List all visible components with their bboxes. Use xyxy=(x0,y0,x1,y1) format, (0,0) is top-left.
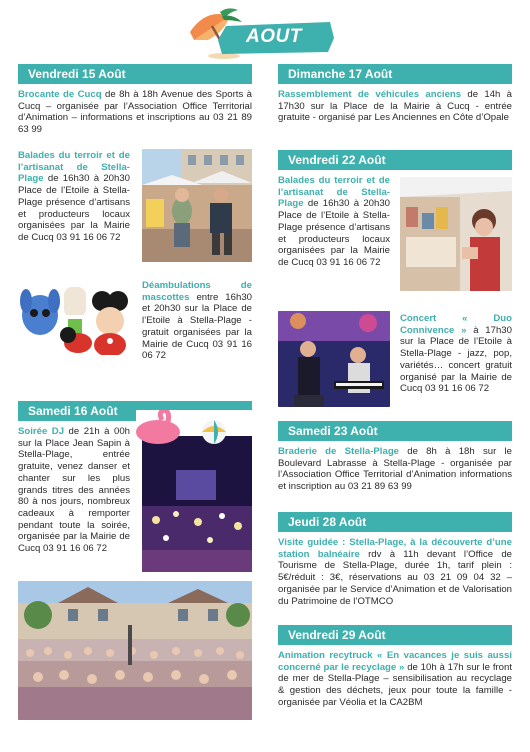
event-title: Braderie de Stella-Plage xyxy=(278,446,400,457)
event-title: Déambulations de mascottes xyxy=(142,280,252,303)
event-braderie xyxy=(278,446,512,493)
event-title: Animation recytruck « En vacances je suis aussi concerné par le recyclage » xyxy=(278,650,512,673)
event-details: de 21h à 00h sur la Place Jean Sapin à Stella-Plage, entrée gratuite, venez danser et chanter sur les plus grands titres des années 80 à nos jours, nombreux cadeaux à remporter pendant toute la soirée, organisée par la Mairie de Cucq 03 91 16 06 72 xyxy=(18,426,130,555)
day-header-vendredi-15: Vendredi 15 Août xyxy=(18,64,252,84)
photo-mascottes xyxy=(18,279,128,355)
event-title: Rassemblement de véhicules anciens xyxy=(278,89,462,100)
event-vehicules-anciens xyxy=(278,89,512,124)
page-header xyxy=(0,6,530,64)
event-details: de 16h30 à 20h30 Place de l’Etoile à Stella-Plage présence d’artisans et producteurs locaux organisées par la Mairie de Cucq 03 91 16 06 72 xyxy=(18,173,130,243)
day-header-samedi-23: Samedi 23 Août xyxy=(278,421,512,441)
event-details: à 17h30 sur la Place de l’Etoile à Stella-Plage - jazz, pop, variétés… concert gratuit organisé par la Mairie de Cucq 03 91 16 06 72 xyxy=(400,324,512,395)
event-title: Concert « Duo Connivence » xyxy=(400,313,512,336)
photo-artisanat xyxy=(400,177,512,291)
event-details: de 16h30 à 20h30 Place de l’Etoile à Stella-Plage présence d’artisans et producteurs locaux organisées par la Mairie de Cucq 03 91 16 06 72 xyxy=(278,198,390,268)
event-brocante xyxy=(18,89,252,136)
event-balades-15 xyxy=(18,150,130,244)
day-header-dimanche-17: Dimanche 17 Août xyxy=(278,64,512,84)
event-details: de 14h à 17h30 sur la Place de la Mairie à Cucq - entrée gratuite - organisé par Les Anciennes en Côte d’Opale xyxy=(278,89,512,124)
event-visite-guidee xyxy=(278,537,512,607)
day-header-jeudi-28: Jeudi 28 Août xyxy=(278,512,512,532)
event-title: Soirée DJ xyxy=(18,426,65,437)
event-details: rdv à 11h devant l’Office de Tourisme de Stella-Plage, durée 1h, tarif plein : 5€/réduit : 3€, réservations au 03 21 09 04 32 – organisée par le Service d’Animation et de Valorisation du Patrimoine de l’OTMCO xyxy=(278,548,512,607)
event-details: de 8h à 18h Avenue des Sports à Cucq – organisée par l’Association Office Territorial d’Animation – informations et inscriptions au 03 21 89 63 99 xyxy=(18,89,252,136)
day-header-samedi-16: Samedi 16 Août xyxy=(18,401,252,421)
event-recytruck xyxy=(278,650,512,709)
event-title: Balades du terroir et de l’artisanat de Stella-Plage xyxy=(18,150,130,185)
event-title: Visite guidée : Stella-Plage, à la découverte d’une station balnéaire xyxy=(278,537,512,560)
day-header-vendredi-22: Vendredi 22 Août xyxy=(278,150,512,170)
page-title: AOUT xyxy=(246,26,302,47)
photo-market xyxy=(142,149,252,262)
event-mascottes xyxy=(142,280,252,362)
photo-foule xyxy=(18,581,252,720)
day-header-vendredi-29: Vendredi 29 Août xyxy=(278,625,512,645)
photo-soiree-dj xyxy=(136,410,252,572)
event-title: Balades du terroir et de l’artisanat de Stella-Plage xyxy=(278,175,390,210)
event-title: Brocante de Cucq xyxy=(18,89,102,100)
event-concert xyxy=(400,313,512,395)
event-details: entre 16h30 et 20h30 sur la Place de l’Etoile à Stella-Plage - gratuit organisées par la Mairie de Cucq 03 91 16 06 72 xyxy=(142,291,252,362)
photo-concert xyxy=(278,311,390,407)
event-details: de 10h à 17h sur le front de mer de Stella-Plage – sensibilisation au recyclage & gestion des déchets, jeux pour toute la famille - organisée par Véolia et la CA2BM xyxy=(278,661,513,708)
event-soiree-dj xyxy=(18,426,130,555)
event-details: de 8h à 18h sur le Boulevard Labrasse à Stella-Plage - organisée par l’Association Office Territorial d’Animation informations et inscription au 03 21 89 63 99 xyxy=(278,446,512,493)
event-balades-22 xyxy=(278,175,390,269)
